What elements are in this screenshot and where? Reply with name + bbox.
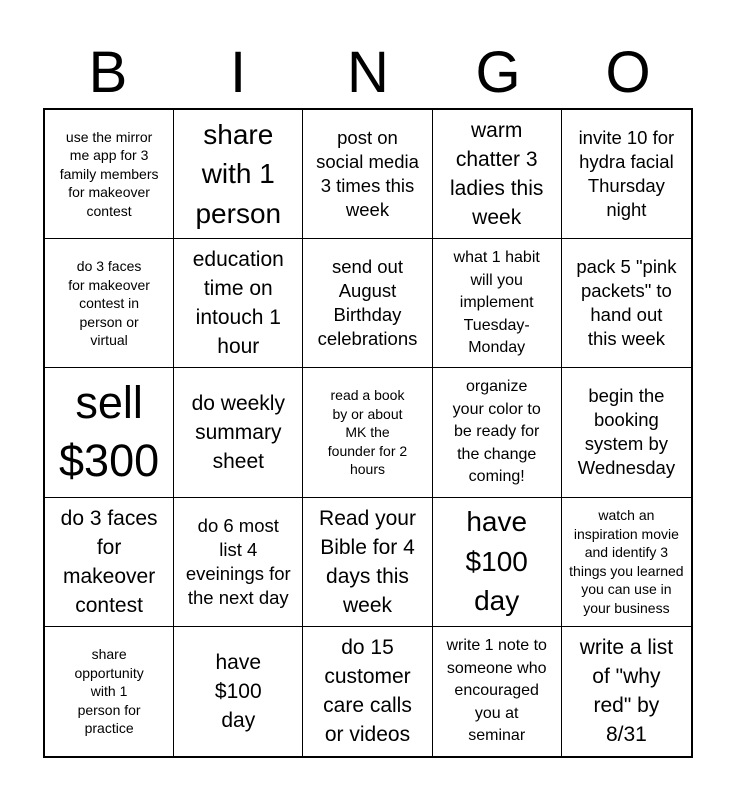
header-letter-o: O [605,40,651,105]
cell-text: watch an inspiration movie and identify 3 things you learned you can use in your business [569,507,684,616]
bingo-cell-r4-c4[interactable] [433,498,562,627]
bingo-cell-r1-c4[interactable] [433,110,562,239]
header-letter-i: I [229,40,247,105]
cell-text: do 15 customer care calls or videos [323,636,412,747]
bingo-cell-r2-c2[interactable] [174,239,303,368]
cell-text: do 3 faces for makeover contest [60,506,158,617]
bingo-cell-r2-c5[interactable] [562,239,691,368]
cell-text: have $100 day [214,650,262,732]
cell-text: begin the booking system by Wednesday [577,385,676,479]
bingo-cell-r2-c3[interactable] [303,239,432,368]
cell-text: send out August Birthday celebrations [317,256,418,350]
header-letter-g: G [475,40,521,105]
cell-text: what 1 habit will you implement Tuesday- Monday [453,249,540,357]
bingo-cell-r1-c1[interactable] [45,110,174,239]
bingo-cell-r1-c3[interactable] [303,110,432,239]
bingo-cell-r3-c5[interactable] [562,368,691,497]
bingo-cell-r3-c4[interactable] [433,368,562,497]
cell-text: write a list of "why red" by 8/31 [579,636,674,747]
bingo-cell-r1-c5[interactable] [562,110,691,239]
bingo-board [43,108,693,758]
cell-text: do weekly summary sheet [191,391,285,473]
bingo-cell-r4-c2[interactable] [174,498,303,627]
cell-text: share opportunity with 1 person for practice [74,646,144,737]
bingo-cell-r5-c3[interactable] [303,627,432,756]
cell-text: write 1 note to someone who encouraged you at seminar [446,637,547,745]
cell-text: have $100 day [465,506,528,617]
bingo-cell-r5-c5[interactable] [562,627,691,756]
cell-text: invite 10 for hydra facial Thursday night [578,127,675,221]
bingo-cell-r5-c4[interactable] [433,627,562,756]
cell-text: organize your color to be ready for the change coming! [452,378,541,486]
cell-text: post on social media 3 times this week [316,127,419,221]
bingo-cell-r2-c4[interactable] [433,239,562,368]
bingo-cell-r3-c3[interactable] [303,368,432,497]
bingo-cell-r5-c2[interactable] [174,627,303,756]
cell-text: use the mirror me app for 3 family members for makeover contest [59,128,159,219]
cell-text: education time on intouch 1 hour [192,248,284,359]
cell-text: pack 5 "pink packets" to hand out this week [576,256,677,350]
bingo-cell-r3-c2[interactable] [174,368,303,497]
bingo-cell-r3-c1[interactable] [45,368,174,497]
bingo-cell-r4-c3[interactable] [303,498,432,627]
header-letter-b: B [88,40,128,105]
header-letter-n: N [347,40,389,105]
cell-text: Read your Bible for 4 days this week [319,506,416,617]
cell-text: do 6 most list 4 eveinings for the next day [185,514,291,608]
cell-text: do 3 faces for makeover contest in person or virtual [68,258,150,349]
cell-text: read a book by or about MK the founder for 2 hours [327,387,408,478]
bingo-cell-r1-c2[interactable] [174,110,303,239]
bingo-cell-r5-c1[interactable] [45,627,174,756]
bingo-cell-r4-c5[interactable] [562,498,691,627]
cell-text: sell $300 [59,377,160,487]
bingo-cell-r2-c1[interactable] [45,239,174,368]
cell-text: share with 1 person [195,118,282,229]
cell-text: warm chatter 3 ladies this week [450,119,544,230]
bingo-cell-r4-c1[interactable] [45,498,174,627]
bingo-header [43,38,693,108]
